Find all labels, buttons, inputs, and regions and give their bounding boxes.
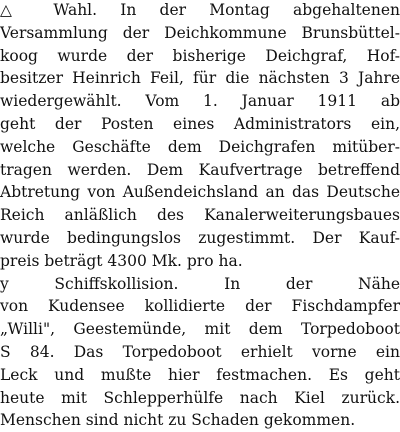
text-line: besitzer Heinrich Feil, für die nächsten 3 Jahre xyxy=(0,69,400,87)
text-line: Menschen sind nicht zu Schaden gekommen. xyxy=(0,411,356,429)
text-line: heute mit Schlepperhülfe nach Kiel zurück. xyxy=(0,389,400,407)
text-line: Reich anläßlich des Kanalerweiterungsbaues xyxy=(0,206,400,224)
text-line: preis beträgt 4300 Mk. pro ha. xyxy=(0,252,243,270)
text-line: koog wurde der bisherige Deichgraf, Hof- xyxy=(0,47,400,65)
text-line: tragen werden. Dem Kaufvertrage betreffend xyxy=(0,161,400,179)
text-line: S 84. Das Torpedoboot erhielt vorne ein xyxy=(0,343,400,361)
text-line: Abtretung von Außendeichsland an das Deutsche xyxy=(0,183,400,201)
text-line: Versammlung der Deichkommune Brunsbüttel- xyxy=(0,24,400,42)
text-line: wurde bedingungslos zugestimmt. Der Kauf- xyxy=(0,229,400,247)
text-line: y Schiffskollision. In der Nähe xyxy=(0,275,400,293)
text-line: △ Wahl. In der Montag abgehaltenen xyxy=(0,1,400,19)
text-line: Leck und mußte hier festmachen. Es geht xyxy=(0,366,400,384)
text-line: „Willi", Geestemünde, mit dem Torpedoboot xyxy=(0,320,400,338)
text-line: von Kudensee kollidierte der Fischdampfer xyxy=(0,297,400,315)
text-line: wiedergewählt. Vom 1. Januar 1911 ab xyxy=(0,92,400,110)
text-line: welche Geschäfte dem Deichgrafen mitüber- xyxy=(0,138,400,156)
text-line: geht der Posten eines Administrators ein, xyxy=(0,115,400,133)
